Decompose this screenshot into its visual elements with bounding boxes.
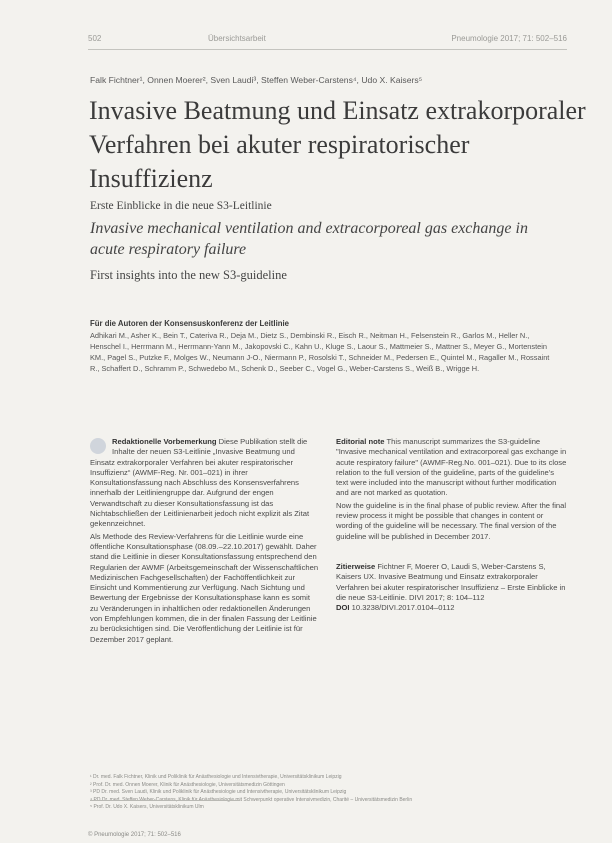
citation-block <box>336 562 568 613</box>
citation-text: Fichtner F, Moerer O, Laudi S, Weber-Carstens S, Kaisers UX. Invasive Beatmung und Einsatz extrakorporaler Verfahren bei akuter respiratorischer Insuffizienz – Erste Einblicke in die neue S3-Leitlinie. DIVI 2017; 8: 104–112 <box>336 561 566 602</box>
editorial-note-de <box>90 437 320 647</box>
running-header <box>88 34 567 46</box>
author-list: Falk Fichtner¹, Onnen Moerer², Sven Laudi³, Steffen Weber-Carstens⁴, Udo X. Kaisers⁵ <box>90 75 423 85</box>
editorial-note-de-p1 <box>90 437 320 530</box>
footnote: ⁵ Prof. Dr. Udo X. Kaisers, Universitätsklinikum Ulm <box>90 804 204 810</box>
doi-text: 10.3238/DIVI.2017.0104–0112 <box>351 603 455 613</box>
editorial-note-en-text1: This manuscript summarizes the S3-guideline "Invasive mechanical ventilation and extracorporeal gas exchange in acute respiratory failure" (AWMF-Reg.No. 001–021). Due to its close relation to the full version of the guideline, parts of the guideline's text were included into the manuscript without further modification and are not marked as quotation. <box>336 437 567 498</box>
header-divider <box>88 49 567 50</box>
journal-reference: Pneumologie 2017; 71: 502–516 <box>451 34 567 43</box>
citation-label: Zitierweise <box>336 561 376 571</box>
page-number: 502 <box>88 34 102 43</box>
editorial-note-en-text2: Now the guideline is in the final phase of public review. After the final review process it might be possible that changes in content or wording of the guideline will be necessary. The final version of the guideline will be published in December 2017. <box>336 500 567 541</box>
footnote-divider <box>90 800 240 801</box>
doi-label: DOI <box>336 603 350 613</box>
editorial-note-en <box>336 437 568 615</box>
editorial-note-en-p1 <box>336 437 568 499</box>
subtitle-de: Erste Einblicke in die neue S3-Leitlinie <box>90 200 272 212</box>
consensus-group-members: Adhikari M., Asher K., Bein T., Cateriva R., Deja M., Dietz S., Dembinski R., Eisch R., Neitman H., Felsenstein R., Garlos M., Heller N., Henschel I., Herrmann M., Herrmann-Yann M., Jakopovski C., Kahn U., Kluge S., Laour S., Mattmeier S., Mattner S., Meyer G., Mortenstein KM., Pagel S., Putzke F., Molges W., Neumann J-O., Niermann P., Rosolski T., Schneider M., Pedersen E., Quintel M., Ragaller M., Rossaint R., Schaffert D., Schramm P., Schwedebo M., Schenk D., Seeber C., Vogel G., Weber-Carstens S., Weiß B., Wrigge H. <box>90 331 550 373</box>
article-category: Übersichtsarbeit <box>208 34 266 43</box>
info-icon <box>90 438 106 454</box>
editorial-note-de-text2: Als Methode des Review-Verfahrens für die Leitlinie wurde eine öffentliche Konsultationsphase (08.09.–22.10.2017) gewählt. Daher stand die Leitlinie in dieser Konsultationsfassung entsprechend den Regularien der AWMF (Arbeitsgemeinschaft der Wissenschaftlichen Medizinischen Fachgesellschaften) der Fachöffentlichkeit zur Einsicht und Kommentierung zur Verfügung. Nach Sichtung und Bewertung der Ergebnisse der Konsultationsphase kann es somit zu Veränderungen in inhaltlichen oder redaktionellen Änderungen von Empfehlungen kommen, die in der finalen Fassung der Leitlinie zu berücksichtigen sind. Die Veröffentlichung der Leitlinie ist für Dezember 2017 geplant. <box>90 531 319 644</box>
footnote: ² Prof. Dr. med. Onnen Moerer, Klinik für Anästhesiologie, Universitätsmedizin Göttingen <box>90 781 285 788</box>
consensus-group-heading: Für die Autoren der Konsensuskonferenz der Leitlinie <box>90 319 289 328</box>
subtitle-en: First insights into the new S3-guideline <box>90 268 287 282</box>
page-footer: © Pneumologie 2017; 71: 502–516 <box>88 832 181 838</box>
article-title-de: Invasive Beatmung und Einsatz extrakorporaler Verfahren bei akuter respiratorischer Insuffizienz <box>89 96 586 193</box>
footnote: ⁴ PD Dr. med. Steffen Weber-Carstens, Klinik für Anästhesiologie mit Schwerpunkt operative Intensivmedizin, Charité – Universitätsmedizin Berlin <box>90 796 413 803</box>
affiliation-footnotes <box>90 774 570 812</box>
article-title-en: Invasive mechanical ventilation and extracorporeal gas exchange in acute respiratory failure <box>90 220 528 258</box>
editorial-note-de-lead: Redaktionelle Vorbemerkung <box>112 437 217 446</box>
editorial-note-en-lead: Editorial note <box>336 437 385 446</box>
editorial-note-de-text1: Diese Publikation stellt die Inhalte der neuen S3-Leitlinie „Invasive Beatmung und Einsatz extrakorporaler Verfahren bei akuter respiratorischer Insuffizienz“ (AWMF-Reg. Nr. 001–021) in ihrer Konsultationsfassung nach Abschluss des Konsensverfahrens innerhalb der Leitliniengruppe dar. Aufgrund der engen Verwandtschaft zu dieser Konsultationsfassung ist das Nichtabschließen der Leitlinienarbeit jedoch nicht explizit als Zitat gekennzeichnet. <box>90 437 310 529</box>
footnote: ¹ Dr. med. Falk Fichtner, Klinik und Poliklinik für Anästhesiologie und Intensivtherapie, Universitätsklinikum Leipzig <box>90 774 342 780</box>
footnote: ³ PD Dr. med. Sven Laudi, Klinik und Poliklinik für Anästhesiologie und Intensivtherapie, Universitätsklinikum Leipzig <box>90 789 347 795</box>
